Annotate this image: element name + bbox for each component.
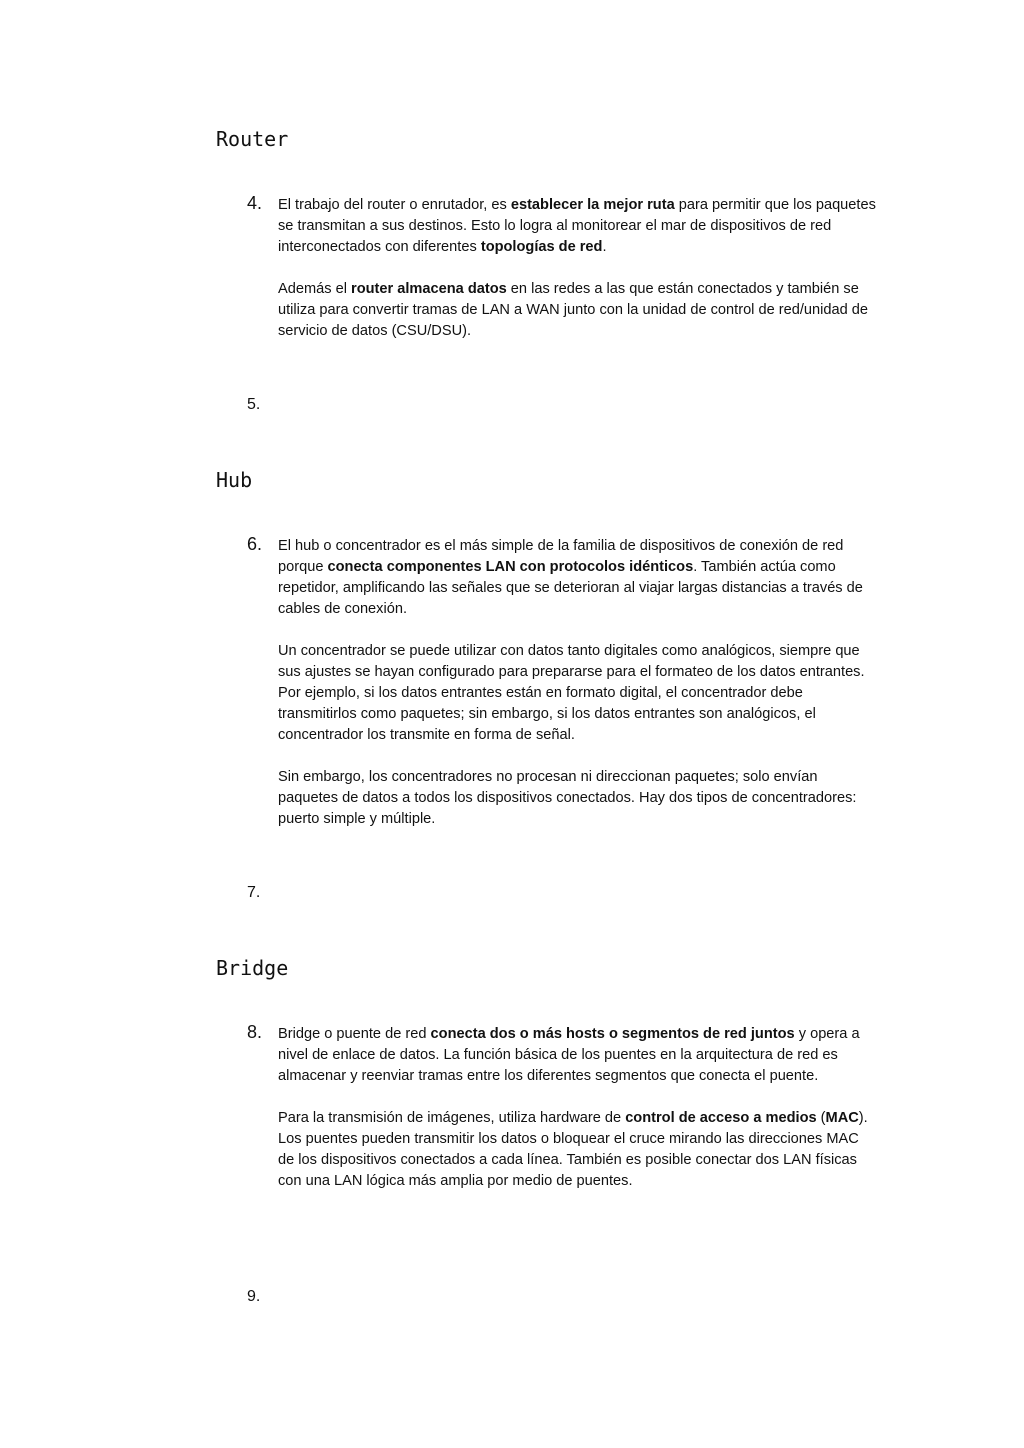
text-run: ( <box>816 1110 826 1126</box>
bold-text: MAC <box>825 1110 859 1126</box>
section-heading-router: Router <box>216 127 289 151</box>
paragraph <box>278 767 876 830</box>
text-run: . También actúa como repetidor, amplificando las señales que se deterioran al viajar largas distancias a través de cables de conexión. <box>278 559 863 617</box>
text-run: y opera a nivel de enlace de datos. La función básica de los puentes en la arquitectura de red es almacenar y reenviar tramas entre los diferentes segmentos que conecta el puente. <box>278 1026 860 1084</box>
bold-text: conecta dos o más hosts o segmentos de red juntos <box>430 1026 795 1042</box>
item-number: 9. <box>247 1288 261 1305</box>
section-heading-hub: Hub <box>216 468 253 492</box>
section-heading-bridge: Bridge <box>216 956 289 980</box>
bold-text: router almacena datos <box>351 281 507 297</box>
paragraph <box>278 195 876 258</box>
item-number: 8. <box>247 1022 263 1042</box>
item-number: 6. <box>247 534 263 554</box>
text-run: El trabajo del router o enrutador, es <box>278 197 511 213</box>
text-run: Para la transmisión de imágenes, utiliza hardware de <box>278 1110 626 1126</box>
bold-text: establecer la mejor ruta <box>510 197 675 213</box>
text-run: El hub o concentrador es el más simple de la familia de dispositivos de conexión de red porque <box>278 538 844 575</box>
bold-text: control de acceso a medios <box>625 1110 817 1126</box>
text-run: . <box>602 239 607 255</box>
item-number: 5. <box>247 396 261 413</box>
item-number: 7. <box>247 884 261 901</box>
paragraph <box>278 1024 876 1087</box>
paragraph <box>278 279 876 342</box>
paragraph <box>278 641 876 746</box>
item-number: 4. <box>247 193 263 213</box>
text-run: en las redes a las que están conectados y también se utiliza para convertir tramas de LAN a WAN junto con la unidad de control de red/unidad de servicio de datos (CSU/DSU). <box>278 281 869 339</box>
list-item-6 <box>247 536 877 851</box>
text-run: Sin embargo, los concentradores no procesan ni direccionan paquetes; solo envían paquetes de datos a todos los dispositivos conectados. Hay dos tipos de concentradores: puerto simple y múltiple. <box>278 769 857 827</box>
paragraph <box>278 536 876 620</box>
text-run: para permitir que los paquetes se transmitan a sus destinos. Esto lo logra al monitorear el mar de dispositivos de red interconectados con diferentes <box>278 197 876 255</box>
paragraph <box>278 1108 876 1192</box>
bold-text: topologías de red <box>480 239 603 255</box>
list-item-8 <box>247 1024 877 1213</box>
text-run: Bridge o puente de red <box>278 1026 431 1042</box>
text-run: Además el <box>278 281 352 297</box>
list-item-4 <box>247 195 877 363</box>
bold-text: conecta componentes LAN con protocolos idénticos <box>327 559 694 575</box>
text-run: Un concentrador se puede utilizar con datos tanto digitales como analógicos, siempre que sus ajustes se hayan configurado para prepararse para el formateo de los datos entrantes. Por ejemplo, si los datos entrantes están en formato digital, el concentrador debe transmitirlos como paquetes; sin embargo, si los datos entrantes son analógicos, el concentrador los transmite en forma de señal. <box>278 643 865 743</box>
text-run: ). Los puentes pueden transmitir los datos o bloquear el cruce mirando las direcciones MAC de los dispositivos conectados a cada línea. También es posible conectar dos LAN físicas con una LAN lógica más amplia por medio de puentes. <box>278 1110 868 1189</box>
